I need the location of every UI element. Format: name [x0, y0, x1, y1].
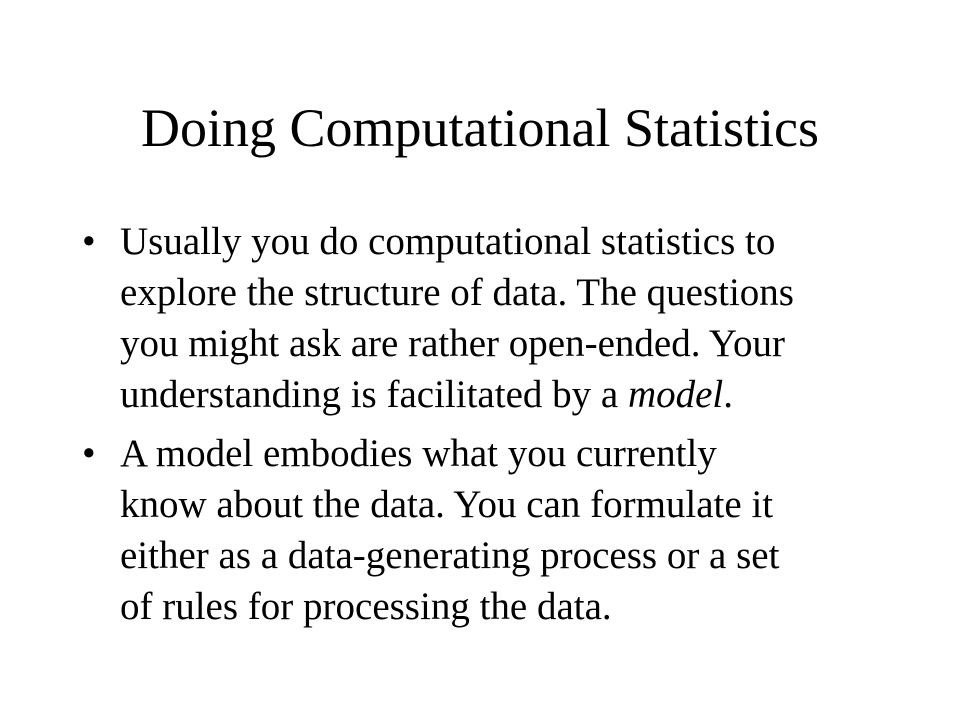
bullet-line-tail: . — [723, 373, 733, 416]
bullet-line: you might ask are rather open-ended. Your — [120, 322, 785, 365]
bullet-line: A model embodies what you currently — [120, 432, 717, 475]
bullet-line: know about the data. You can formulate it — [120, 483, 774, 526]
bullet-list — [82, 216, 882, 640]
bullet-line: either as a data-generating process or a set — [120, 534, 780, 577]
bullet-item-2 — [82, 428, 882, 632]
slide-title: Doing Computational Statistics — [141, 98, 819, 158]
emphasized-term: model — [627, 373, 724, 416]
bullet-item-1 — [82, 216, 882, 420]
bullet-line: of rules for processing the data. — [120, 585, 612, 628]
bullet-line-text: understanding is facilitated by a — [120, 373, 628, 416]
bullet-dot-icon: • — [82, 220, 96, 263]
bullet-line: Usually you do computational statistics to — [120, 220, 776, 263]
bullet-line: explore the structure of data. The questions — [120, 271, 794, 314]
bullet-line — [120, 369, 882, 420]
bullet-dot-icon: • — [82, 432, 96, 475]
